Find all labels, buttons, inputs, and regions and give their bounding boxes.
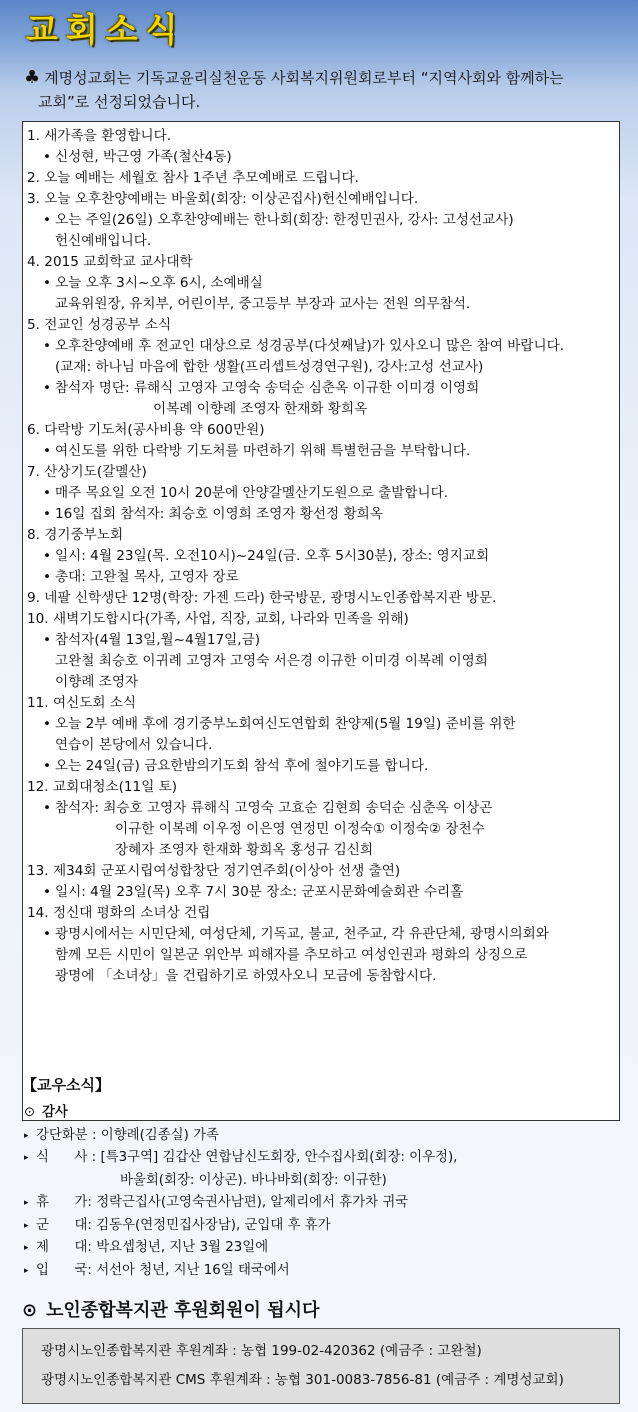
news-item xyxy=(27,462,619,525)
news-item-bullet xyxy=(27,567,619,588)
bullet-icon: • xyxy=(43,548,52,564)
news-item-text: 이향례 조영자 xyxy=(55,674,139,690)
news-item-title: 8. 경기중부노회 xyxy=(27,527,124,543)
support-account-1: 광명시노인종합복지관 후원계좌 : 농협 199-02-420362 (예금주 : 고완철) xyxy=(41,1343,482,1359)
news-item-text: 고완철 최승호 이귀례 고영자 고영숙 서은경 이규한 이미경 이복례 이영희 xyxy=(55,653,488,669)
news-item-text: 일시: 4월 23일(목) 오후 7시 30분 장소: 군포시문화예술회관 수리홀 xyxy=(55,884,464,900)
news-item-text: 오늘 2부 예배 후에 경기중부노회여신도연합회 찬양제(5월 19일) 준비를 위한 xyxy=(55,716,516,732)
news-item-text: 참석자 명단: 류해식 고영자 고영숙 송덕순 심춘옥 이규한 이미경 이영희 xyxy=(55,380,480,396)
news-item xyxy=(27,126,619,168)
members-news-label: 휴 가: xyxy=(36,1195,92,1210)
news-item-text: 이복례 이향례 조영자 한재화 황희옥 xyxy=(153,401,368,417)
members-news-label: 강단화분 : xyxy=(36,1127,97,1143)
bullet-icon: • xyxy=(43,443,52,459)
news-item-title: 12. 교회대청소(11일 토) xyxy=(27,779,178,795)
news-item-bullet xyxy=(27,441,619,462)
news-item-text: (교재: 하나님 마음에 합한 생활(프리셉트성경연구원), 강사:고성 선교사) xyxy=(55,359,484,375)
news-item xyxy=(27,168,619,189)
news-item xyxy=(27,777,619,861)
members-news-row xyxy=(24,1125,614,1148)
members-news-label: 입 국: xyxy=(36,1262,92,1278)
members-news-text: 정락근집사(고영숙권사남편), 알제리에서 휴가차 귀국 xyxy=(96,1195,409,1210)
news-item-bullet xyxy=(27,504,619,525)
news-item-text: 16일 집회 참석자: 최승호 이영희 조영자 황선정 황희옥 xyxy=(55,506,383,522)
news-item xyxy=(27,903,619,987)
members-news-row xyxy=(24,1237,614,1260)
news-item-title: 11. 여신도회 소식 xyxy=(27,695,137,711)
support-account-box xyxy=(22,1328,620,1404)
news-item-text: 오는 주일(26일) 오후찬양예배는 한나회(회장: 한정민권사, 강사: 고성선교사) xyxy=(55,212,514,228)
bullet-icon: • xyxy=(43,380,52,396)
news-item-bullet xyxy=(27,378,619,399)
news-item xyxy=(27,315,619,420)
news-item xyxy=(27,252,619,315)
members-news-row xyxy=(24,1260,614,1283)
club-suit-icon: ♣ xyxy=(24,67,41,88)
news-item-bullet xyxy=(27,714,619,735)
triangle-right-icon: ▸ xyxy=(24,1153,29,1163)
news-item-title: 3. 오늘 오후찬양예배는 바울회(회장: 이상곤집사)헌신예배입니다. xyxy=(27,191,419,207)
support-title-text: 노인종합복지관 후원회원이 됩시다 xyxy=(46,1300,320,1321)
intro-line-2: 교회”로 선정되었습니다. xyxy=(38,93,201,111)
news-item xyxy=(27,693,619,777)
news-item xyxy=(27,861,619,903)
triangle-right-icon: ▸ xyxy=(24,1220,29,1231)
news-item xyxy=(27,420,619,462)
triangle-right-icon: ▸ xyxy=(24,1265,29,1276)
news-item-text: 광명시에서는 시민단체, 여성단체, 기독교, 불교, 천주교, 각 유관단체, 광명시의회와 xyxy=(55,926,549,942)
bullet-icon: • xyxy=(43,926,52,942)
triangle-right-icon: ▸ xyxy=(24,1243,29,1253)
news-item-text: 여신도를 위한 다락방 기도처를 마련하기 위해 특별헌금을 부탁합니다. xyxy=(55,443,471,459)
bullet-icon: • xyxy=(43,884,52,900)
news-item-text: 교육위원장, 유치부, 어린이부, 중고등부 부장과 교사는 전원 의무참석. xyxy=(55,296,471,312)
news-item-title: 14. 정신대 평화의 소녀상 건립 xyxy=(27,905,211,921)
news-item-title: 6. 다락방 기도처(공사비용 약 600만원) xyxy=(27,422,265,438)
bullet-icon: • xyxy=(43,716,52,732)
news-item-bullet xyxy=(27,630,619,651)
news-item-text: 일시: 4월 23일(목. 오전10시)~24일(금. 오후 5시30분), 장소: 영지교회 xyxy=(55,548,490,564)
members-news-heading: 【교우소식】 xyxy=(22,1076,110,1094)
news-item-bullet xyxy=(27,756,619,777)
news-item-text: 참석자(4월 13일,월~4월17일,금) xyxy=(55,632,261,648)
news-item-text: 헌신예배입니다. xyxy=(55,233,152,249)
news-item-title: 10. 새벽기도합시다(가족, 사업, 직장, 교회, 나라와 민족을 위해) xyxy=(27,611,409,627)
bullet-icon: • xyxy=(43,338,52,354)
bullet-icon: • xyxy=(43,569,52,585)
news-list xyxy=(22,121,620,1121)
members-news-text: 서선아 청년, 지난 16일 태국에서 xyxy=(96,1262,290,1278)
thanks-label: 감사 xyxy=(42,1105,68,1120)
news-item-text: 연습이 본당에서 있습니다. xyxy=(55,737,213,753)
news-item-title: 2. 오늘 예배는 세월호 참사 1주년 추모예배로 드립니다. xyxy=(27,170,359,186)
news-item-bullet xyxy=(27,147,619,168)
news-item-title: 5. 전교인 성경공부 소식 xyxy=(27,317,172,333)
intro-notice xyxy=(24,66,624,114)
news-item-bullet xyxy=(27,798,619,819)
news-item-title: 9. 네팔 신학생단 12명(학장: 가젠 드라) 한국방문, 광명시노인종합복지관 방문. xyxy=(27,590,497,606)
news-item-text: 이규한 이복례 이우정 이은영 연정민 이정숙① 이정숙② 장천수 xyxy=(115,821,485,837)
bullet-icon: • xyxy=(43,632,52,648)
members-news-text: 이향례(김종실) 가족 xyxy=(100,1127,219,1143)
news-item-text: 오는 24일(금) 금요한밤의기도회 참석 후에 철야기도를 합니다. xyxy=(55,758,429,774)
news-item-text: 참석자: 최승호 고영자 류해식 고영숙 고효순 김현희 송덕순 심춘옥 이상곤 xyxy=(55,800,493,816)
news-item-text: 함께 모든 시민이 일본군 위안부 피해자를 추모하고 여성인권과 평화의 상징으로 xyxy=(55,947,528,963)
news-item-bullet xyxy=(27,273,619,294)
news-item-title: 7. 산상기도(갈멜산) xyxy=(27,464,147,480)
members-news-text: [특3구역] 김갑산 연합남신도회장, 안수집사회(회장: 이우정), xyxy=(100,1150,458,1165)
triangle-right-icon: ▸ xyxy=(24,1198,29,1208)
bullet-icon: • xyxy=(43,758,52,774)
members-news-label: 군 대: xyxy=(36,1217,92,1233)
news-item-text: 매주 목요일 오전 10시 20분에 안양갈멜산기도원으로 출발합니다. xyxy=(55,485,449,501)
news-item-text: 장혜자 조영자 한재화 황희옥 홍성규 김신희 xyxy=(115,842,373,858)
bullet-icon: • xyxy=(43,800,52,816)
news-item xyxy=(27,609,619,693)
members-news-row xyxy=(24,1192,614,1215)
news-item-title: 1. 새가족을 환영합니다. xyxy=(27,128,172,144)
bullet-icon: • xyxy=(43,149,52,165)
news-item xyxy=(27,588,619,609)
members-news xyxy=(24,1102,614,1282)
support-title xyxy=(22,1296,319,1322)
news-item-bullet xyxy=(27,924,619,945)
members-news-label: 제 대: xyxy=(36,1240,92,1255)
circled-dot-icon: ⊙ xyxy=(22,1300,38,1321)
news-item xyxy=(27,189,619,252)
news-item-title: 4. 2015 교회학교 교사대학 xyxy=(27,254,193,270)
bullet-icon: • xyxy=(43,275,52,291)
news-item-text: 광명에 「소녀상」을 건립하기로 하였사오니 모금에 동참합시다. xyxy=(55,968,437,984)
news-item-text: 오늘 오후 3시~오후 6시, 소예배실 xyxy=(55,275,263,291)
circled-dot-icon: ⊙ xyxy=(24,1105,36,1120)
news-item-bullet xyxy=(27,483,619,504)
news-item-text: 신성현, 박근영 가족(철산4동) xyxy=(55,149,232,165)
bullet-icon: • xyxy=(43,485,52,501)
page-title: 교회소식 xyxy=(26,10,186,49)
news-item xyxy=(27,525,619,588)
members-news-label: 식 사 : xyxy=(36,1150,97,1165)
members-news-text: 박요셉청년, 지난 3월 23일에 xyxy=(96,1240,269,1255)
bullet-icon: • xyxy=(43,506,52,522)
members-news-text: 김동우(연정민집사장남), 군입대 후 휴가 xyxy=(96,1217,331,1233)
bullet-icon: • xyxy=(43,212,52,228)
triangle-right-icon: ▸ xyxy=(24,1130,29,1141)
news-item-bullet xyxy=(27,210,619,231)
members-news-text: 바울회(회장: 이상곤). 바나바회(회장: 이규한) xyxy=(120,1172,387,1188)
members-news-row xyxy=(24,1215,614,1238)
news-item-text: 총대: 고완철 목사, 고영자 장로 xyxy=(55,569,239,585)
news-item-bullet xyxy=(27,882,619,903)
intro-line-1: 계명성교회는 기독교윤리실천운동 사회복지위원회로부터 “지역사회와 함께하는 xyxy=(44,69,564,87)
members-news-row xyxy=(24,1147,614,1170)
news-item-title: 13. 제34회 군포시립여성합창단 정기연주회(이상아 선생 출연) xyxy=(27,863,401,879)
news-item-bullet xyxy=(27,336,619,357)
support-account-2: 광명시노인종합복지관 CMS 후원계좌 : 농협 301-0083-7856-81 (예금주 : 계명성교회) xyxy=(41,1372,564,1388)
news-item-bullet xyxy=(27,546,619,567)
news-item-text: 오후찬양예배 후 전교인 대상으로 성경공부(다섯째날)가 있사오니 많은 참여 바랍니다. xyxy=(55,338,565,354)
